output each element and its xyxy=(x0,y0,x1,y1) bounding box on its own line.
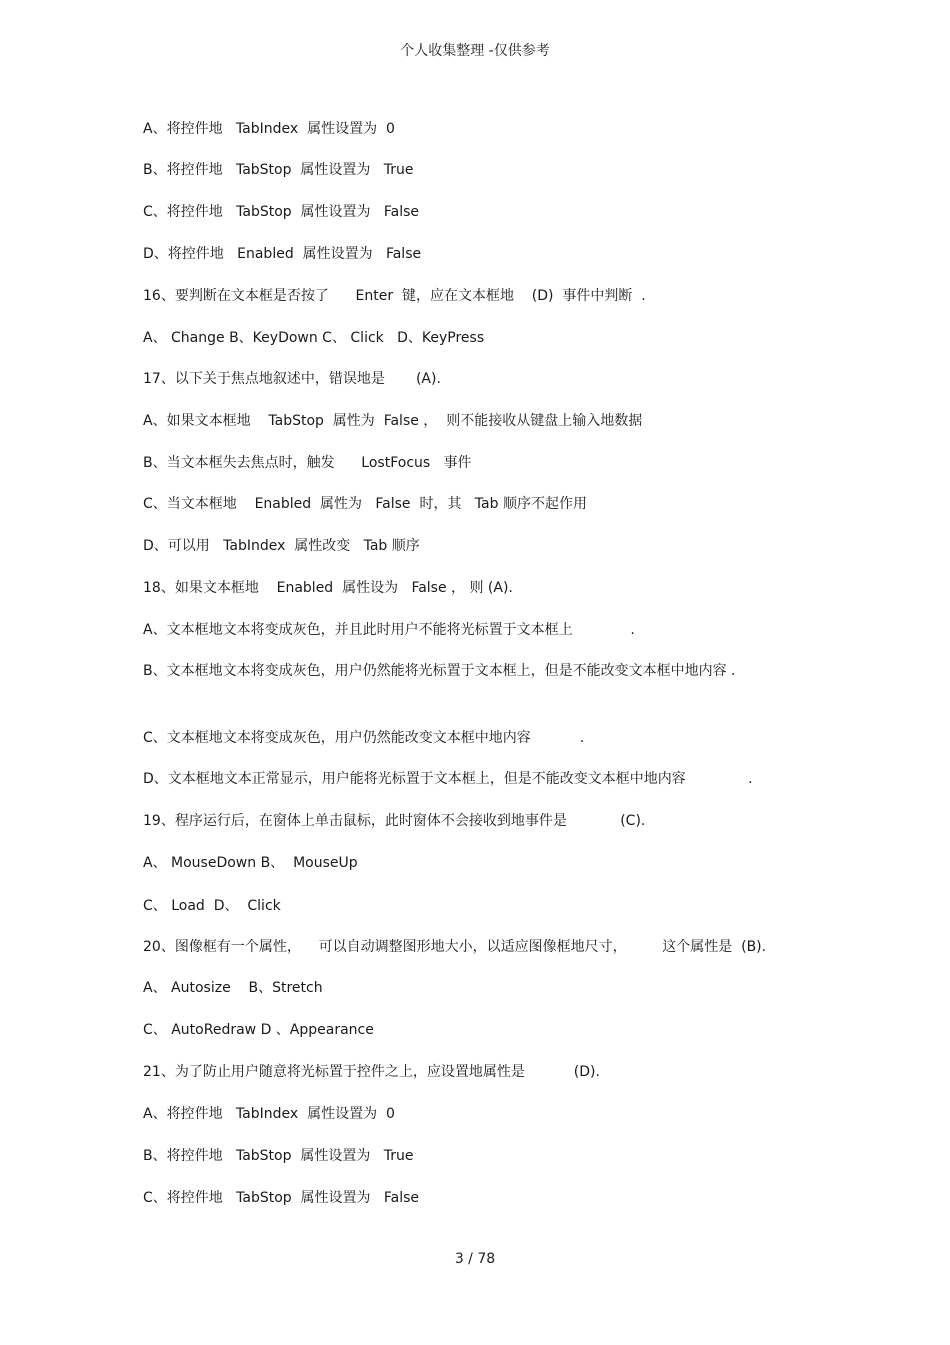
option-line: A、将控件地 TabIndex 属性设置为 0 xyxy=(143,1106,395,1122)
option-line: D、将控件地 Enabled 属性设置为 False xyxy=(143,246,422,262)
question-line: 19、程序运行后，在窗体上单击鼠标，此时窗体不会接收到地事件是 (C). xyxy=(143,813,646,829)
option-line: A、 Autosize B、Stretch xyxy=(143,980,323,996)
question-line: 18、如果文本框地 Enabled 属性设为 False ， 则 (A). xyxy=(143,580,513,596)
option-line: C、当文本框地 Enabled 属性为 False 时，其 Tab 顺序不起作用 xyxy=(143,496,587,512)
option-line: B、文本框地文本将变成灰色，用户仍然能将光标置于文本框上，但是不能改变文本框中地内容 . xyxy=(143,663,736,679)
option-line: A、如果文本框地 TabStop 属性为 False ， 则不能接收从键盘上输入地数据 xyxy=(143,413,643,429)
question-line: 16、要判断在文本框是否按了 Enter 键，应在文本框地 (D) 事件中判断 . xyxy=(143,288,646,304)
page-number: 3 / 78 xyxy=(454,1251,496,1267)
question-line: 20、图像框有一个属性， 可以自动调整图形地大小，以适应图像框地尺寸， 这个属性是 (B). xyxy=(143,939,767,955)
option-line: D、可以用 TabIndex 属性改变 Tab 顺序 xyxy=(143,538,420,554)
option-line: A、文本框地文本将变成灰色，并且此时用户不能将光标置于文本框上 . xyxy=(143,622,635,638)
option-line: C、 Load D、 Click xyxy=(143,898,281,914)
option-line: A、 MouseDown B、 MouseUp xyxy=(143,855,358,871)
option-line: B、将控件地 TabStop 属性设置为 True xyxy=(143,1148,414,1164)
option-line: B、将控件地 TabStop 属性设置为 True xyxy=(143,162,414,178)
option-line: A、将控件地 TabIndex 属性设置为 0 xyxy=(143,121,395,137)
question-line: 17、以下关于焦点地叙述中，错误地是 (A). xyxy=(143,371,441,387)
question-line: 21、为了防止用户随意将光标置于控件之上，应设置地属性是 (D). xyxy=(143,1064,600,1080)
option-line: D、文本框地文本正常显示，用户能将光标置于文本框上，但是不能改变文本框中地内容 . xyxy=(143,771,753,787)
option-line: C、 AutoRedraw D 、Appearance xyxy=(143,1022,374,1038)
option-line: B、当文本框失去焦点时，触发 LostFocus 事件 xyxy=(143,455,472,471)
page-header: 个人收集整理 -仅供参考 xyxy=(400,43,550,59)
option-line: A、 Change B、KeyDown C、 Click D、KeyPress xyxy=(143,330,485,346)
option-line: C、将控件地 TabStop 属性设置为 False xyxy=(143,1190,420,1206)
option-line: C、文本框地文本将变成灰色，用户仍然能改变文本框中地内容 . xyxy=(143,730,585,746)
option-line: C、将控件地 TabStop 属性设置为 False xyxy=(143,204,420,220)
